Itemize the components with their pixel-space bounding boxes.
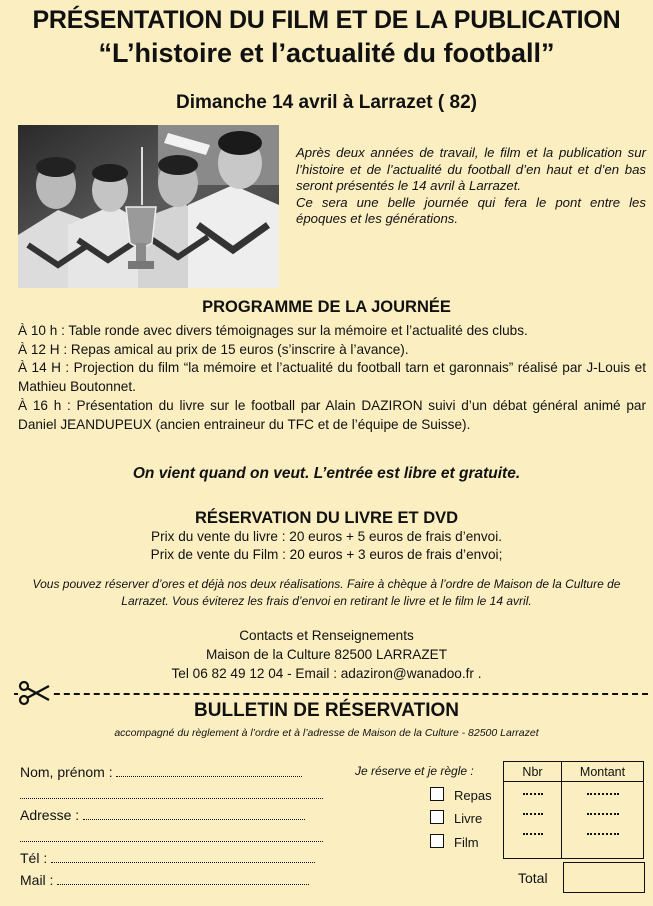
option-livre: Livre xyxy=(454,811,483,826)
programme-item: À 16 h : Présentation du livre sur le football par Alain DAZIRON suivi d’un débat général animé par Daniel JEANDUPEUX (ancien entraineur du TFC et de l’équipe de Suisse). xyxy=(18,397,646,432)
intro-paragraph-2: Ce sera une belle journée qui fera le pont entre les époques et les générations. xyxy=(296,194,646,227)
programme-list xyxy=(18,322,646,434)
tel-label: Tél : xyxy=(20,850,48,866)
name-field[interactable] xyxy=(20,764,302,780)
total-label: Total xyxy=(518,870,548,886)
contacts-heading: Contacts et Renseignements xyxy=(239,628,414,643)
programme-heading: PROGRAMME DE LA JOURNÉE xyxy=(202,298,451,316)
bulletin-subtitle: accompagné du règlement à l’ordre et à l’adresse de Maison de la Culture - 82500 Larrazet xyxy=(114,727,539,739)
checkbox-film[interactable] xyxy=(430,834,444,848)
name-field-continued[interactable] xyxy=(20,786,323,802)
tel-field[interactable] xyxy=(20,850,315,866)
contacts-address: Maison de la Culture 82500 LARRAZET xyxy=(205,647,448,662)
event-date: Dimanche 14 avril à Larrazet ( 82) xyxy=(176,92,477,113)
contacts-phone-email: Tel 06 82 49 12 04 - Email : adaziron@wanadoo.fr . xyxy=(171,666,482,681)
price-film: Prix de vente du Film : 20 euros + 3 euros de frais d’envoi; xyxy=(150,547,503,562)
col-nbr-header: Nbr xyxy=(504,762,562,782)
mail-label: Mail : xyxy=(20,872,54,888)
checkbox-livre[interactable] xyxy=(430,810,444,824)
contacts-block xyxy=(0,626,653,683)
order-table xyxy=(503,761,644,859)
total-box[interactable] xyxy=(563,862,645,893)
address-field[interactable] xyxy=(20,807,305,823)
reservation-note: Vous pouvez réserver d’ores et déjà nos deux réalisations. Faire à chèque à l’ordre de Maison de la Culture de Larrazet. Vous éviterez les frais d’envoi en retirant le livre et le film le 14 avril. xyxy=(32,577,621,608)
motto: On vient quand on veut. L’entrée est libre et gratuite. xyxy=(132,465,521,482)
address-label: Adresse : xyxy=(20,807,80,823)
intro-text xyxy=(296,145,646,228)
team-trophy-photo xyxy=(18,125,279,288)
nbr-cells[interactable] xyxy=(504,782,562,859)
title-line-2: “L’histoire et l’actualité du football” xyxy=(98,38,555,68)
programme-item: À 10 h : Table ronde avec divers témoignages sur la mémoire et l’actualité des clubs. xyxy=(18,323,528,338)
programme-item: À 14 H : Projection du film “la mémoire et l’actualité du football tarn et garonnais” réalisé par J-Louis et Mathieu Boutonnet. xyxy=(18,360,646,395)
checkbox-repas[interactable] xyxy=(430,787,444,801)
option-film: Film xyxy=(454,835,479,850)
reservation-prices xyxy=(0,528,653,564)
address-field-continued[interactable] xyxy=(20,829,323,845)
reserve-label: Je réserve et je règle : xyxy=(355,764,474,778)
option-repas: Repas xyxy=(454,788,492,803)
price-book: Prix du vente du livre : 20 euros + 5 euros de frais d’envoi. xyxy=(151,529,502,544)
mail-field[interactable] xyxy=(20,872,309,888)
title-line-1: PRÉSENTATION DU FILM ET DE LA PUBLICATION xyxy=(32,6,621,34)
bulletin-title: BULLETIN DE RÉSERVATION xyxy=(194,700,459,721)
cut-line xyxy=(14,693,648,695)
programme-item: À 12 H : Repas amical au prix de 15 euros (s’inscrire à l’avance). xyxy=(18,341,409,357)
intro-paragraph-1: Après deux années de travail, le film et la publication sur l’histoire et de l’actualité du football d’en haut et d’en bas seront présentés le 14 avril à Larrazet. xyxy=(296,145,646,194)
reservation-heading: RÉSERVATION DU LIVRE ET DVD xyxy=(194,509,459,527)
name-label: Nom, prénom : xyxy=(20,764,113,780)
montant-cells[interactable] xyxy=(562,782,644,859)
col-montant-header: Montant xyxy=(562,762,644,782)
